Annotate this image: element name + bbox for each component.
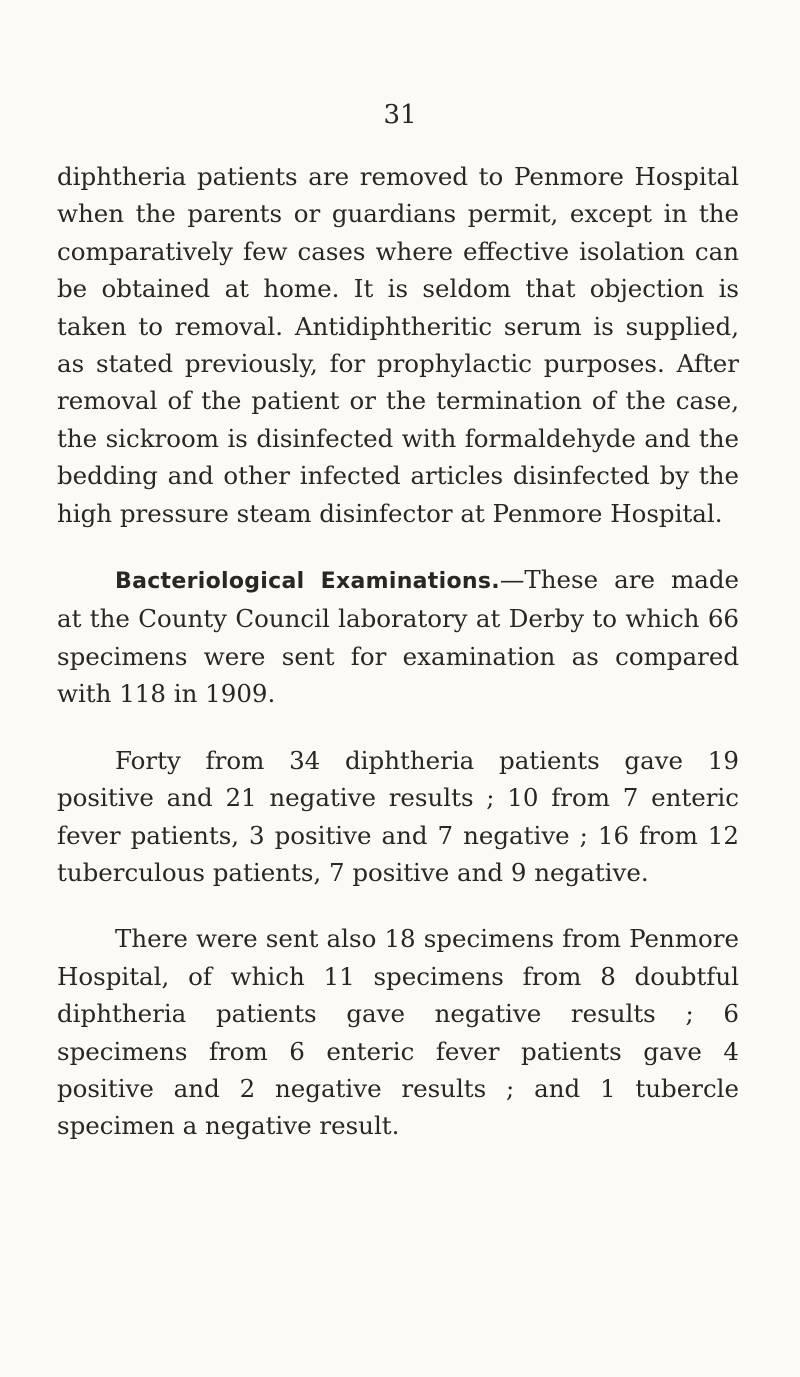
paragraph-penmore-specimens: There were sent also 18 specimens from Penmore Hospital, of which 11 specimens from 8 doubtful diphtheria patients gave negative results ; 6 specimens from 6 enteric fever patients gave 4 positive and 2 negative results ; and 1 tubercle specimen a negative result. bbox=[57, 924, 739, 1141]
body-text bbox=[57, 158, 739, 1145]
paragraph-bacteriological-examinations bbox=[57, 561, 739, 713]
page-number: 31 bbox=[383, 100, 417, 130]
paragraph-removal-disinfection: diphtheria patients are removed to Penmore Hospital when the parents or guardians permit, except in the comparatively few cases where effective isolation can be obtained at home. It is seldom that objection is taken to removal. Antidiphtheritic serum is supplied, as stated previously, for prophylactic purposes. After removal of the patient or the termination of the case, the sickroom is disinfected with formaldehyde and the bedding and other infected articles disinfected by the high pressure steam disinfector at Penmore Hospital. bbox=[57, 162, 739, 528]
paragraph-diphtheria-results: Forty from 34 diphtheria patients gave 19 positive and 21 negative results ; 10 from 7 enteric fever patients, 3 positive and 7 negative ; 16 from 12 tuberculous patients, 7 positive and 9 negative. bbox=[57, 745, 739, 887]
paragraph-text: —These are made at the County Council laboratory at Derby to which 66 specimens were sent for examination as compared with 118 in 1909. bbox=[57, 565, 740, 709]
section-heading: Bacteriological Examinations. bbox=[115, 569, 500, 595]
